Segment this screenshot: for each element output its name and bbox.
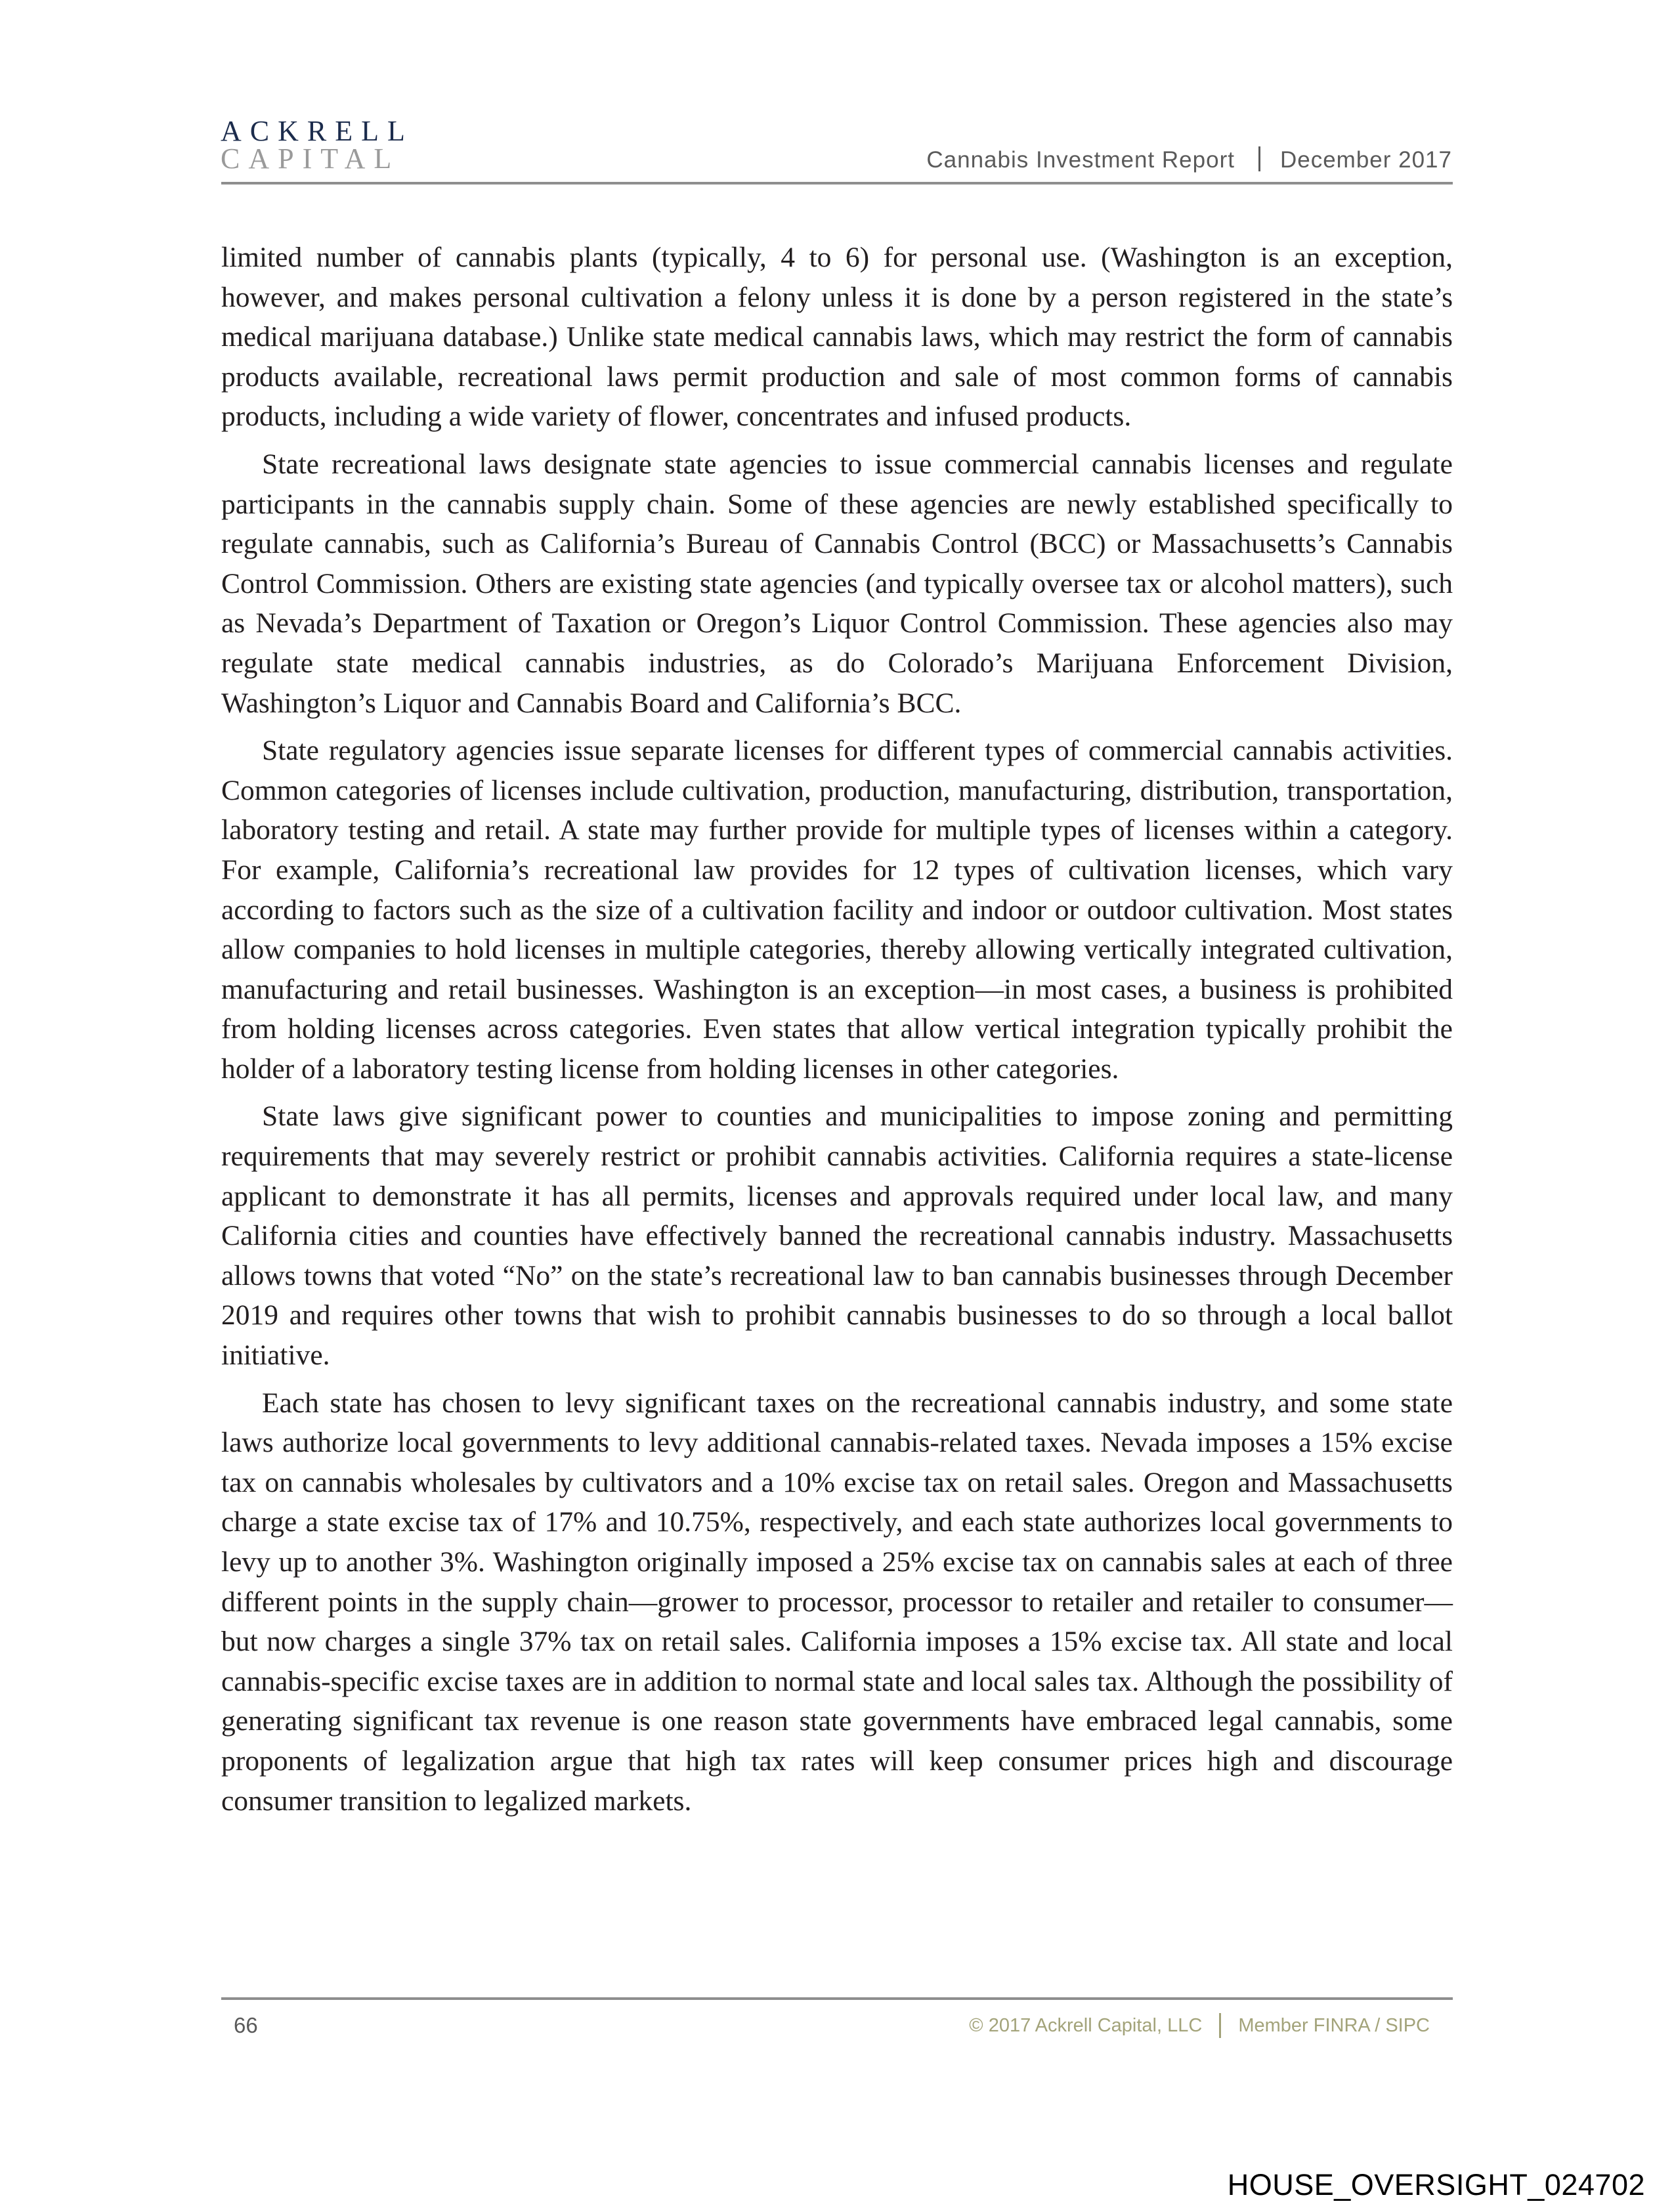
running-header (926, 147, 1452, 173)
logo-capital: CAPITAL (221, 142, 400, 175)
footer-legal (969, 2013, 1430, 2038)
paragraph-state-agencies: State recreational laws designate state agencies to issue commercial cannabis licenses and regulate participants in the cannabis supply chain. Some of these agencies are newly established specifically to regulate cannabis, such as California’s Bureau of Cannabis Control (BCC) or Massachusetts’s Cannabis Control Commission. Others are existing state agencies (and typically oversee tax or alcohol matters), such as Nevada’s Department of Taxation or Oregon’s Liquor Control Commission. These agencies also may regulate state medical cannabis industries, as do Colorado’s Marijuana Enforcement Division, Washington’s Liquor and Cannabis Board and California’s BCC. (221, 448, 1453, 719)
report-title: Cannabis Investment Report (926, 147, 1235, 173)
paragraph-local-restrictions: State laws give significant power to counties and municipalities to impose zoning and permitting requirements that may severely restrict or prohibit cannabis activities. California requires a state-license applicant to demonstrate it has all permits, licenses and approvals required under local law, and many California cities and counties have effectively banned the recreational cannabis industry. Massachusetts allows towns that voted “No” on the state’s recreational law to ban cannabis businesses through December 2019 and requires other towns that wish to prohibit cannabis businesses to do so through a local ballot initiative. (221, 1100, 1453, 1372)
header-rule (221, 182, 1453, 184)
membership-notice: Member FINRA / SIPC (1238, 2014, 1430, 2036)
paragraph-continuation: limited number of cannabis plants (typically, 4 to 6) for personal use. (Washington is an exception, however, and makes personal cultivation a felony unless it is done by a person registered in the state’s medical marijuana database.) Unlike state medical cannabis laws, which may restrict the form of cannabis products available, recreational laws permit production and sale of most common forms of cannabis products, including a wide variety of flower, concentrates and infused products. (221, 242, 1453, 433)
footer-rule (221, 1997, 1453, 2000)
header-separator (1258, 146, 1260, 171)
ackrell-capital-logo (221, 117, 414, 173)
logo-ackrell: ACKRELL (221, 115, 414, 147)
footer-separator (1219, 2013, 1221, 2038)
copyright-notice: © 2017 Ackrell Capital, LLC (969, 2014, 1203, 2036)
page-number: 66 (234, 2013, 258, 2037)
report-date: December 2017 (1279, 147, 1452, 173)
body-text (221, 238, 1453, 1829)
paragraph-taxes: Each state has chosen to levy significant taxes on the recreational cannabis industry, and some state laws authorize local governments to levy additional cannabis-related taxes. Nevada imposes a 15% excise tax on cannabis wholesales by cultivators and a 10% excise tax on retail sales. Oregon and Massachusetts charge a state excise tax of 17% and 10.75%, respectively, and each state authorizes local governments to levy up to another 3%. Washington originally imposed a 25% excise tax on cannabis sales at each of three different points in the supply chain—grower to processor, processor to retailer and retailer to consumer—but now charges a single 37% tax on retail sales. California imposes a 15% excise tax. All state and local cannabis-specific excise taxes are in addition to normal state and local sales tax. Although the possibility of generating significant tax revenue is one reason state governments have embraced legal cannabis, some proponents of legalization argue that high tax rates will keep consumer prices high and discourage consumer transition to legalized markets. (221, 1387, 1453, 1817)
bates-stamp: HOUSE_OVERSIGHT_024702 (1227, 2168, 1645, 2201)
paragraph-license-categories: State regulatory agencies issue separate licenses for different types of commercial cannabis activities. Common categories of licenses include cultivation, production, manufacturing, distribution, transportation, laboratory testing and retail. A state may further provide for multiple types of licenses within a category. For example, California’s recreational law provides for 12 types of cultivation licenses, which vary according to factors such as the size of a cultivation facility and indoor or outdoor cultivation. Most states allow companies to hold licenses in multiple categories, thereby allowing vertically integrated cultivation, manufacturing and retail businesses. Washington is an exception—in most cases, a business is prohibited from holding licenses across categories. Even states that allow vertical integration typically prohibit the holder of a laboratory testing license from holding licenses in other categories. (221, 735, 1453, 1085)
